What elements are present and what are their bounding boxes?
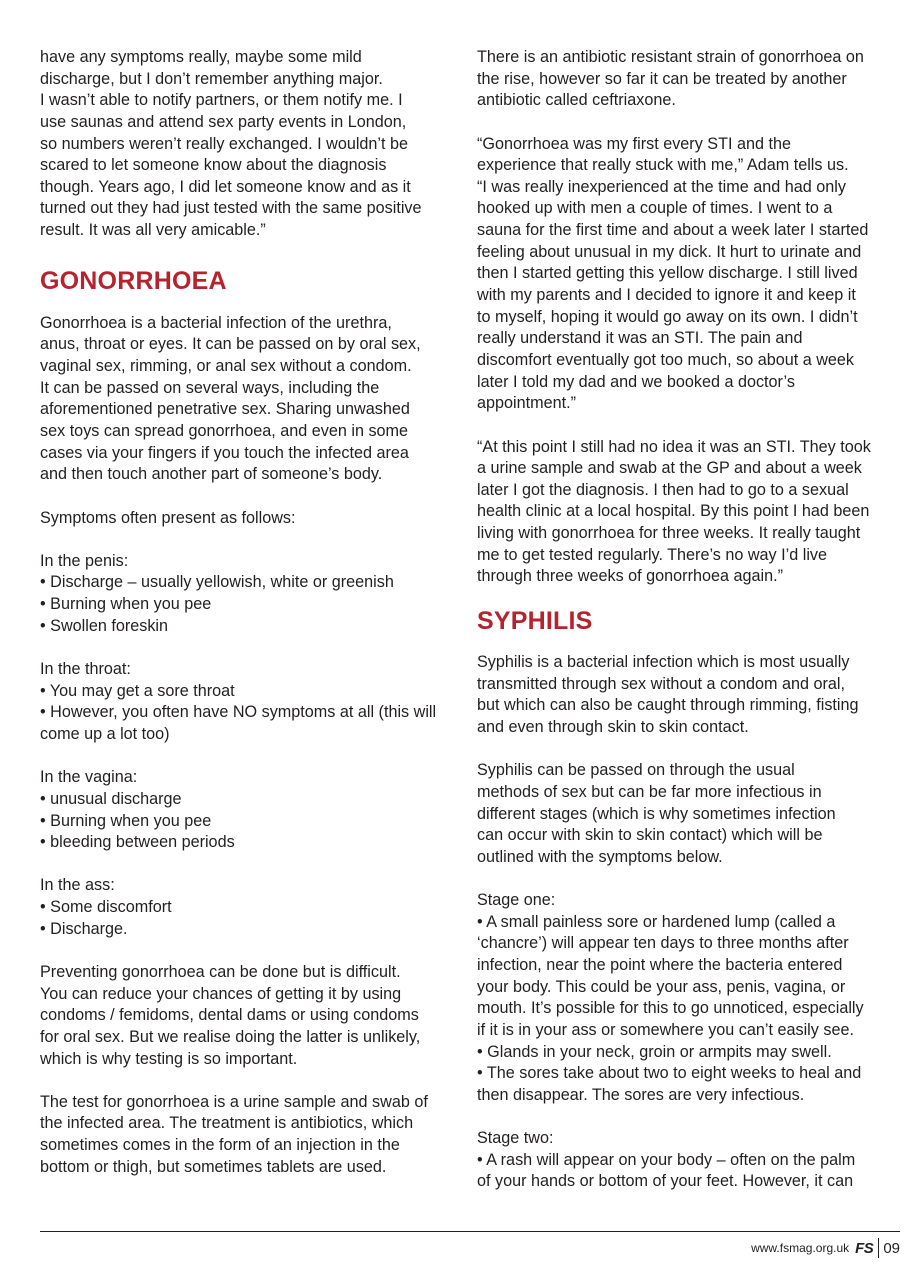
- text-line: transmitted through sex without a condom and oral,: [477, 674, 846, 693]
- text-line: come up a lot too): [40, 724, 170, 743]
- text-line: aforementioned penetrative sex. Sharing unwashed: [40, 400, 410, 419]
- text-line: scared to let someone know about the diagnosis: [40, 156, 387, 175]
- text-line: Stage two:: [477, 1129, 554, 1148]
- text-line: later I got the diagnosis. I then had to go to a sexual: [477, 480, 849, 499]
- text-line: methods of sex but can be far more infectious in: [477, 782, 822, 801]
- text-line: appointment.”: [477, 394, 576, 413]
- text-line: discharge, but I don’t remember anything major.: [40, 69, 383, 88]
- text-line: Preventing gonorrhoea can be done but is difficult.: [40, 962, 401, 981]
- text-line: which is why testing is so important.: [40, 1049, 298, 1068]
- text-line: anus, throat or eyes. It can be passed on by oral sex,: [40, 335, 421, 354]
- text-line: I wasn’t able to notify partners, or them notify me. I: [40, 91, 403, 110]
- text-line: bottom or thigh, but sometimes tablets are used.: [40, 1157, 387, 1176]
- text-line: different stages (which is why sometimes infection: [477, 804, 836, 823]
- text-line: In the penis:: [40, 551, 129, 570]
- text-line: health clinic at a local hospital. By this point I had been: [477, 502, 870, 521]
- text-line: then disappear. The sores are very infectious.: [477, 1085, 805, 1104]
- text-line: me to get tested regularly. There’s no way I’d live: [477, 545, 828, 564]
- text-line: • Burning when you pee: [40, 595, 212, 614]
- text-line: cases via your fingers if you touch the infected area: [40, 443, 409, 462]
- text-line: • You may get a sore throat: [40, 681, 235, 700]
- text-line: feeling about unusual in my dick. It hurt to urinate and: [477, 242, 862, 261]
- text-line: • A small painless sore or hardened lump (called a: [477, 912, 836, 931]
- text-line: Symptoms often present as follows:: [40, 508, 296, 527]
- text-line: with my parents and I decided to ignore it and keep it: [477, 286, 856, 305]
- text-line: the rise, however so far it can be treated by another: [477, 69, 847, 88]
- paragraph-gap: [477, 739, 892, 761]
- text-line: • Swollen foreskin: [40, 616, 169, 635]
- text-line: • unusual discharge: [40, 789, 182, 808]
- paragraph-gap: [477, 868, 892, 890]
- paragraph-gap: [40, 940, 450, 962]
- text-line: living with gonorrhoea for three weeks. It really taught: [477, 524, 861, 543]
- text-line: can occur with skin to skin contact) which will be: [477, 826, 823, 845]
- text-line: In the ass:: [40, 876, 115, 895]
- paragraph-gap: [40, 486, 450, 508]
- fs-logo: FS: [855, 1239, 874, 1257]
- text-line: to myself, hoping it would go away on its own. I didn’t: [477, 307, 858, 326]
- text-line: the infected area. The treatment is antibiotics, which: [40, 1114, 414, 1133]
- text-line: “Gonorrhoea was my first every STI and the: [477, 134, 791, 153]
- text-line: Gonorrhoea is a bacterial infection of the urethra,: [40, 313, 392, 332]
- text-line: Syphilis is a bacterial infection which is most usually: [477, 653, 850, 672]
- text-line: later I told my dad and we booked a doctor’s: [477, 372, 795, 391]
- text-line: • A rash will appear on your body – often on the palm: [477, 1150, 856, 1169]
- text-line: discomfort eventually got too much, so about a week: [477, 350, 855, 369]
- page-footer: [751, 1237, 900, 1259]
- text-line: sex toys can spread gonorrhoea, and even in some: [40, 421, 409, 440]
- paragraph-gap: [40, 1070, 450, 1092]
- text-line: and even through skin to skin contact.: [477, 717, 749, 736]
- text-line: In the vagina:: [40, 768, 138, 787]
- right-intro-paragraph: [477, 47, 892, 588]
- text-line: of your hands or bottom of your feet. However, it can: [477, 1172, 854, 1191]
- text-line: • The sores take about two to eight weeks to heal and: [477, 1064, 862, 1083]
- text-line: • Discharge.: [40, 919, 128, 938]
- text-line: sometimes comes in the form of an injection in the: [40, 1136, 400, 1155]
- text-line: use saunas and attend sex party events in London,: [40, 112, 407, 131]
- text-line: • Discharge – usually yellowish, white or greenish: [40, 573, 394, 592]
- text-line: “I was really inexperienced at the time and had only: [477, 177, 846, 196]
- paragraph-gap: [40, 746, 450, 768]
- left-column: [40, 47, 450, 1178]
- syphilis-heading: SYPHILIS: [477, 607, 593, 636]
- text-line: The test for gonorrhoea is a urine sample and swab of: [40, 1092, 428, 1111]
- text-line: outlined with the symptoms below.: [477, 847, 723, 866]
- right-column: [477, 47, 892, 1193]
- syphilis-body: [477, 652, 892, 1193]
- text-line: turned out they had just tested with the same positive: [40, 199, 422, 218]
- text-line: • However, you often have NO symptoms at all (this will: [40, 703, 437, 722]
- footer-divider: [40, 1231, 900, 1232]
- text-line: and then touch another part of someone’s body.: [40, 465, 383, 484]
- text-line: ‘chancre’) will appear ten days to three months after: [477, 934, 849, 953]
- text-line: experience that really stuck with me,” Adam tells us.: [477, 156, 849, 175]
- text-line: a urine sample and swab at the GP and about a week: [477, 459, 862, 478]
- text-line: hooked up with men a couple of times. I went to a: [477, 199, 833, 218]
- paragraph-gap: [40, 529, 450, 551]
- text-line: sauna for the first time and about a week later I started: [477, 221, 869, 240]
- text-line: but which can also be caught through rimming, fisting: [477, 696, 859, 715]
- text-line: antibiotic called ceftriaxone.: [477, 91, 676, 110]
- text-line: your body. This could be your ass, penis, vagina, or: [477, 977, 846, 996]
- text-line: • Burning when you pee: [40, 811, 212, 830]
- text-line: It can be passed on several ways, including the: [40, 378, 380, 397]
- text-line: mouth. It’s possible for this to go unnoticed, especially: [477, 999, 864, 1018]
- text-line: You can reduce your chances of getting it by using: [40, 984, 402, 1003]
- text-line: have any symptoms really, maybe some mild: [40, 48, 362, 66]
- text-line: so numbers weren’t really exchanged. I wouldn’t be: [40, 134, 409, 153]
- gonorrhoea-heading: GONORRHOEA: [40, 266, 227, 295]
- text-line: for oral sex. But we realise doing the latter is unlikely,: [40, 1027, 421, 1046]
- text-line: There is an antibiotic resistant strain of gonorrhoea on: [477, 48, 864, 66]
- text-line: Syphilis can be passed on through the usual: [477, 761, 795, 780]
- text-line: vaginal sex, rimming, or anal sex without a condom.: [40, 357, 412, 376]
- paragraph-gap: [477, 415, 892, 437]
- footer-url: www.fsmag.org.uk: [751, 1241, 850, 1255]
- text-line: condoms / femidoms, dental dams or using condoms: [40, 1006, 419, 1025]
- page-number: 09: [883, 1239, 900, 1257]
- text-line: through three weeks of gonorrhoea again.”: [477, 567, 783, 586]
- gonorrhoea-body: [40, 313, 450, 1179]
- paragraph-gap: [40, 637, 450, 659]
- text-line: “At this point I still had no idea it was an STI. They took: [477, 437, 871, 456]
- text-line: if it is in your ass or somewhere you can’t easily see.: [477, 1020, 854, 1039]
- left-intro-paragraph: [40, 47, 450, 242]
- text-line: • bleeding between periods: [40, 833, 235, 852]
- text-line: really understand it was an STI. The pain and: [477, 329, 803, 348]
- text-line: result. It was all very amicable.”: [40, 221, 266, 240]
- text-line: infection, near the point where the bacteria entered: [477, 955, 843, 974]
- text-line: Stage one:: [477, 891, 556, 910]
- paragraph-gap: [477, 1106, 892, 1128]
- paragraph-gap: [477, 112, 892, 134]
- text-line: • Glands in your neck, groin or armpits may swell.: [477, 1042, 832, 1061]
- text-line: In the throat:: [40, 660, 131, 679]
- text-line: • Some discomfort: [40, 898, 172, 917]
- footer-separator: [878, 1238, 879, 1258]
- paragraph-gap: [40, 854, 450, 876]
- text-line: though. Years ago, I did let someone know and as it: [40, 177, 411, 196]
- text-line: then I started getting this yellow discharge. I still lived: [477, 264, 858, 283]
